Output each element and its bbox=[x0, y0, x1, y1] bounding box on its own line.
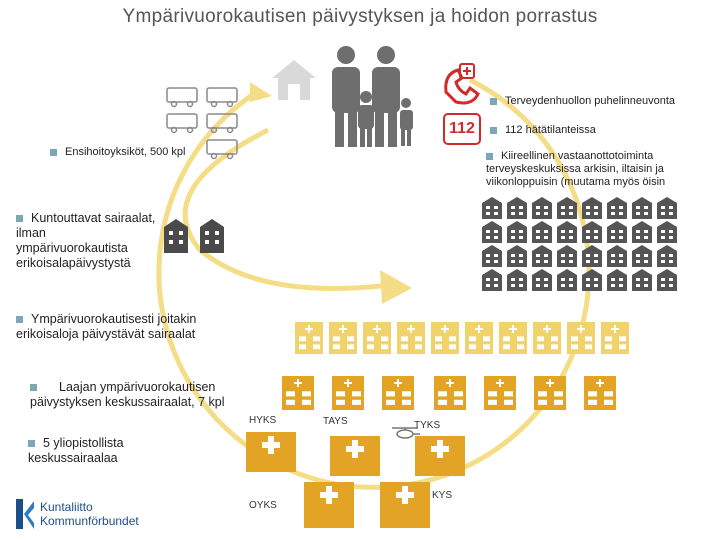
phone-icon bbox=[440, 64, 482, 106]
logo-line1: Kuntaliitto bbox=[40, 500, 93, 514]
health-center-icon bbox=[532, 245, 552, 267]
bullet-icon bbox=[30, 384, 37, 391]
partial-hospital-icon bbox=[363, 322, 391, 354]
central-hospital-icon bbox=[584, 376, 616, 410]
health-center-icon bbox=[607, 245, 627, 267]
health-center-icon bbox=[607, 221, 627, 243]
health-center-icon bbox=[607, 197, 627, 219]
bullet-icon bbox=[490, 98, 497, 105]
bullet-icon bbox=[50, 149, 57, 156]
partial-hospital-icon bbox=[499, 322, 527, 354]
health-center-icon bbox=[607, 269, 627, 291]
health-center-icons bbox=[482, 197, 687, 297]
health-center-icon bbox=[582, 197, 602, 219]
partial-hospital-icon bbox=[567, 322, 595, 354]
bullet-icon bbox=[16, 316, 23, 323]
bullet-icon bbox=[490, 127, 497, 134]
emergency-112-badge: 112 bbox=[443, 113, 481, 145]
phone-label: Terveydenhuollon puhelinneuvonta bbox=[505, 95, 676, 107]
central-label-row bbox=[30, 380, 242, 410]
partial-hospital-icon bbox=[601, 322, 629, 354]
city-tyks: TYKS bbox=[414, 420, 441, 431]
health-center-icon bbox=[557, 197, 577, 219]
arrow-head-top bbox=[250, 82, 272, 102]
health-center-icon bbox=[507, 269, 527, 291]
health-center-icon bbox=[482, 221, 502, 243]
university-label-row bbox=[28, 436, 188, 466]
central-label: Laajan ympärivuorokautisen päivystyksen keskussairaalat, 7 kpl bbox=[30, 380, 225, 409]
partial-label: Ympärivuorokautisesti joitakin erikoisaloja päivystävät sairaalat bbox=[16, 312, 197, 341]
health-center-icon bbox=[557, 221, 577, 243]
urgent-label-row bbox=[486, 150, 686, 189]
phone-label-row bbox=[490, 95, 675, 108]
health-center-icon bbox=[482, 197, 502, 219]
partial-hospital-icon bbox=[431, 322, 459, 354]
health-center-icon bbox=[582, 245, 602, 267]
central-hospital-icons bbox=[282, 376, 622, 412]
ambulance-label: Ensihoitoyksiköt, 500 kpl bbox=[65, 146, 186, 158]
health-center-icon bbox=[532, 269, 552, 291]
central-hospital-icon bbox=[434, 376, 466, 410]
partial-hospital-icon bbox=[397, 322, 425, 354]
emergency-label-row bbox=[490, 124, 596, 137]
central-hospital-icon bbox=[534, 376, 566, 410]
bullet-icon bbox=[486, 153, 493, 160]
rehab-label: Kuntouttavat sairaalat, ilman ympärivuorokautista erikoisalapäivystystä bbox=[16, 211, 156, 270]
partial-hospital-icon bbox=[329, 322, 357, 354]
city-kys: KYS bbox=[432, 490, 453, 501]
city-hyks: HYKS bbox=[249, 415, 277, 426]
ambulance-label-row bbox=[50, 146, 185, 159]
health-center-icon bbox=[632, 245, 652, 267]
central-hospital-icon bbox=[332, 376, 364, 410]
family-icon bbox=[318, 45, 423, 150]
health-center-icon bbox=[482, 245, 502, 267]
health-center-icon bbox=[657, 197, 677, 219]
central-hospital-icon bbox=[382, 376, 414, 410]
arrow-head-mid bbox=[380, 270, 412, 304]
health-center-icon bbox=[632, 197, 652, 219]
university-hospital-icons bbox=[240, 420, 470, 540]
partial-hospital-icons bbox=[295, 322, 635, 358]
city-tays: TAYS bbox=[323, 416, 348, 427]
logo-mark-icon bbox=[14, 499, 36, 531]
kuntaliitto-logo bbox=[14, 497, 154, 533]
health-center-icon bbox=[582, 269, 602, 291]
bullet-icon bbox=[16, 215, 23, 222]
health-center-icon bbox=[657, 245, 677, 267]
partial-hospital-icon bbox=[295, 322, 323, 354]
bullet-icon bbox=[28, 440, 35, 447]
health-center-icon bbox=[657, 221, 677, 243]
home-icon bbox=[270, 58, 318, 102]
health-center-icon bbox=[532, 221, 552, 243]
health-center-icon bbox=[557, 245, 577, 267]
health-center-icon bbox=[507, 197, 527, 219]
health-center-icon bbox=[657, 269, 677, 291]
health-center-icon bbox=[532, 197, 552, 219]
partial-hospital-icon bbox=[533, 322, 561, 354]
partial-hospital-icon bbox=[465, 322, 493, 354]
health-center-icon bbox=[582, 221, 602, 243]
logo-line2: Kommunförbundet bbox=[40, 514, 139, 528]
health-center-icon bbox=[482, 269, 502, 291]
central-hospital-icon bbox=[484, 376, 516, 410]
urgent-label: Kiireellinen vastaanottotoiminta terveyskeskuksissa arkisin, iltaisin ja viikonloppuisin (muutama myös öisin bbox=[486, 150, 666, 188]
page-title: Ympärivuorokautisen päivystyksen ja hoidon porrastus bbox=[122, 6, 598, 27]
health-center-icon bbox=[507, 221, 527, 243]
health-center-icon bbox=[632, 269, 652, 291]
health-center-icon bbox=[632, 221, 652, 243]
university-label: 5 yliopistollista keskussairaalaa bbox=[28, 436, 124, 465]
rehab-label-row bbox=[16, 211, 156, 271]
city-oyks: OYKS bbox=[249, 500, 277, 511]
central-hospital-icon bbox=[282, 376, 314, 410]
health-center-icon bbox=[507, 245, 527, 267]
partial-label-row bbox=[16, 312, 236, 342]
health-center-icon bbox=[557, 269, 577, 291]
rehab-hospital-icons bbox=[162, 215, 234, 255]
emergency-label: 112 hätätilanteissa bbox=[505, 124, 596, 136]
